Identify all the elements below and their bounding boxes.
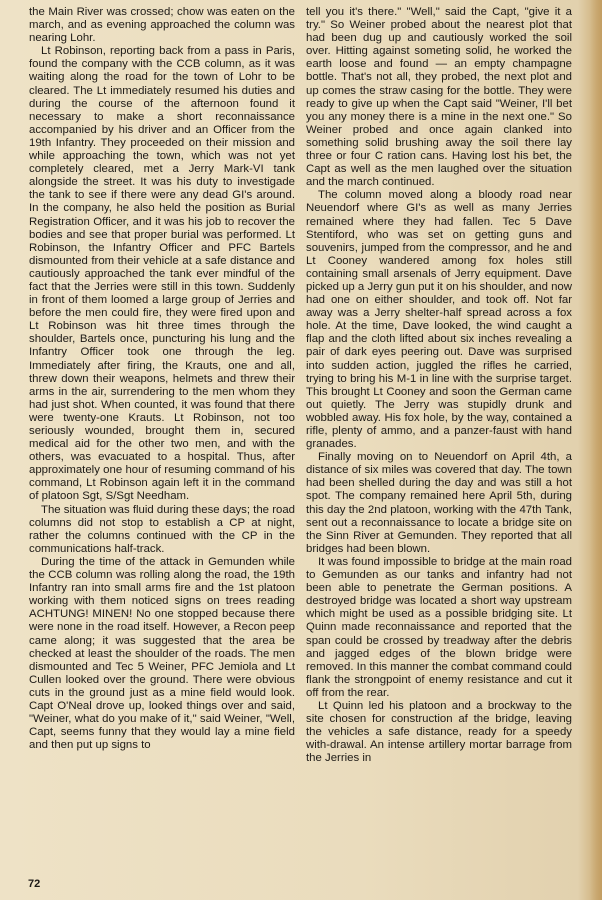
paragraph: the Main River was crossed; chow was eaten on the march, and as evening approached the column was nearing Lohr. xyxy=(29,6,295,45)
paragraph: tell you it's there." "Well," said the Capt, "give it a try." So Weiner probed about the nearest plot that had been dug up and cautiously worked the soil over. Hitting against someting solid, he worked the earth loose and found — an empty champagne bottle. That's not all, they probed, the next plot and up comes the straw casing for the bottle. They were ready to give up when the Capt said "Weiner, I'll bet you any money there is a mine in the next one." So Weiner probed and once again clanked into something solid brushing away the soil there lay three or four C ration cans. Having lost his bet, the Capt as well as the men laughed over the situation and the march continued. xyxy=(306,6,572,189)
paragraph: During the time of the attack in Gemunden while the CCB column was rolling along the road, the 19th Infantry ran into small arms fire and the 1st platoon working with them noticed signs on trees reading ACHTUNG! MINEN! No one stopped because there were none in the road itself. However, a Recon peep came along; it was suggested that the area be checked at least the shoulder of the roads. The men dismounted and Tec 5 Weiner, PFC Jemiola and Lt Cullen looked over the ground. There were obvious cuts in the ground just as a mine field would look. Capt O'Neal drove up, looked things over and said, "Weiner, what do you make of it," said Weiner, "Well, Capt, seems funny that they would lay a mine field and then put up signs to xyxy=(29,555,295,752)
paragraph: It was found impossible to bridge at the main road to Gemunden as our tanks and infantry had not been able to penetrate the German positions. A destroyed bridge was located a short way upstream which might be used as a possible bridging site. Lt Quinn made reconnaissance and reported that the span could be crossed by treadway after the debris and jagged edges of the blown bridge were removed. In this manner the combat command could flank the strongpoint of enemy resistance and cut it off from the rear. xyxy=(306,555,572,699)
right-text-column xyxy=(306,6,572,765)
paragraph: Lt Quinn led his platoon and a brockway to the site chosen for construction af the bridge, leaving the vehicles a safe distance, ready for a speedy with-drawal. An intense artillery mortar barrage from the Jerries in xyxy=(306,699,572,765)
page-number: 72 xyxy=(28,878,41,890)
paragraph: The situation was fluid during these days; the road columns did not stop to establish a CP at night, rather the columns continued with the CP in the communications half-track. xyxy=(29,503,295,555)
paragraph: Lt Robinson, reporting back from a pass in Paris, found the company with the CCB column, as it was waiting along the road for the town of Lohr to be cleared. The Lt immediately resumed his duties and during the course of the afternoon found it necessary to make a short reconnaissance accompanied by his driver and an Officer from the 19th Infantry. They proceeded on their mission and while approaching the town, which was not yet completely cleared, met a Jerry Mark-VI tank alongside the street. It was his duty to investigade the tank to see if there were any dead GI's around. In the company, he also held the position as Burial Registration Officer, and it was his job to recover the bodies and see that proper burial was performed. Lt Robinson, the Infantry Officer and PFC Bartels dismounted from their vehicle at a safe distance and cautiously approached the tank ever mindful of the fact that the Jerries were still in this town. Suddenly in front of them loomed a large group of Jerries and before the men could fire, they were fired upon and Lt Robinson was hit three times through the shoulder, Bartels once, puncturing his lung and the Infantry Officer took one through the leg. Immediately after firing, the Krauts, one and all, threw down their weapons, helmets and threw their arms in the air, surrendering to the men whom they had just shot. When counted, it was found that there were twenty-one Krauts. Lt Robinson, not too seriously wounded, brought them in, secured medical aid for the other two men, and with the others, was evacuated to a hospital. Thus, after approximately one hour of resuming command of his command, Lt Robinson again left it in the command of platoon Sgt, S/Sgt Needham. xyxy=(29,45,295,503)
page-edge-shadow xyxy=(590,0,602,900)
paragraph: The column moved along a bloody road near Neuendorf where GI's as well as many Jerries remained where they had fallen. Tec 5 Dave Stentiford, who was set on getting guns and souvenirs, jumped from the compressor, and he and Lt Cooney wandered among fox holes still containing small arsenals of Jerry equipment. Dave picked up a Jerry gun put it on his shoulder, and now had one on either shoulder, and took off. Not far away was a Jerry shelter-half spread across a fox hole. At the time, Dave looked, the wind caught a flap and the cloth lifted about six inches revealing a pair of dark eyes peering out. Dave was surprised into sudden action, juggled the rifles he carried, trying to bring his M-1 in line with the surprise target. This brought Lt Cooney and soon the German came out quietly. The Jerry was stupidly drunk and wobbled away. His fox hole, by the way, contained a rifle, plenty of ammo, and a panzer-faust with hand granades. xyxy=(306,189,572,451)
left-text-column xyxy=(29,6,295,752)
paragraph: Finally moving on to Neuendorf on April 4th, a distance of six miles was covered that day. The town had been shelled during the day and was still a hot spot. The company remained here April 5th, during this day the 2nd platoon, working with the 47th Tank, sent out a reconnaissance to locate a bridge site on the Sinn River at Gemunden. They reported that all bridges had been blown. xyxy=(306,451,572,555)
